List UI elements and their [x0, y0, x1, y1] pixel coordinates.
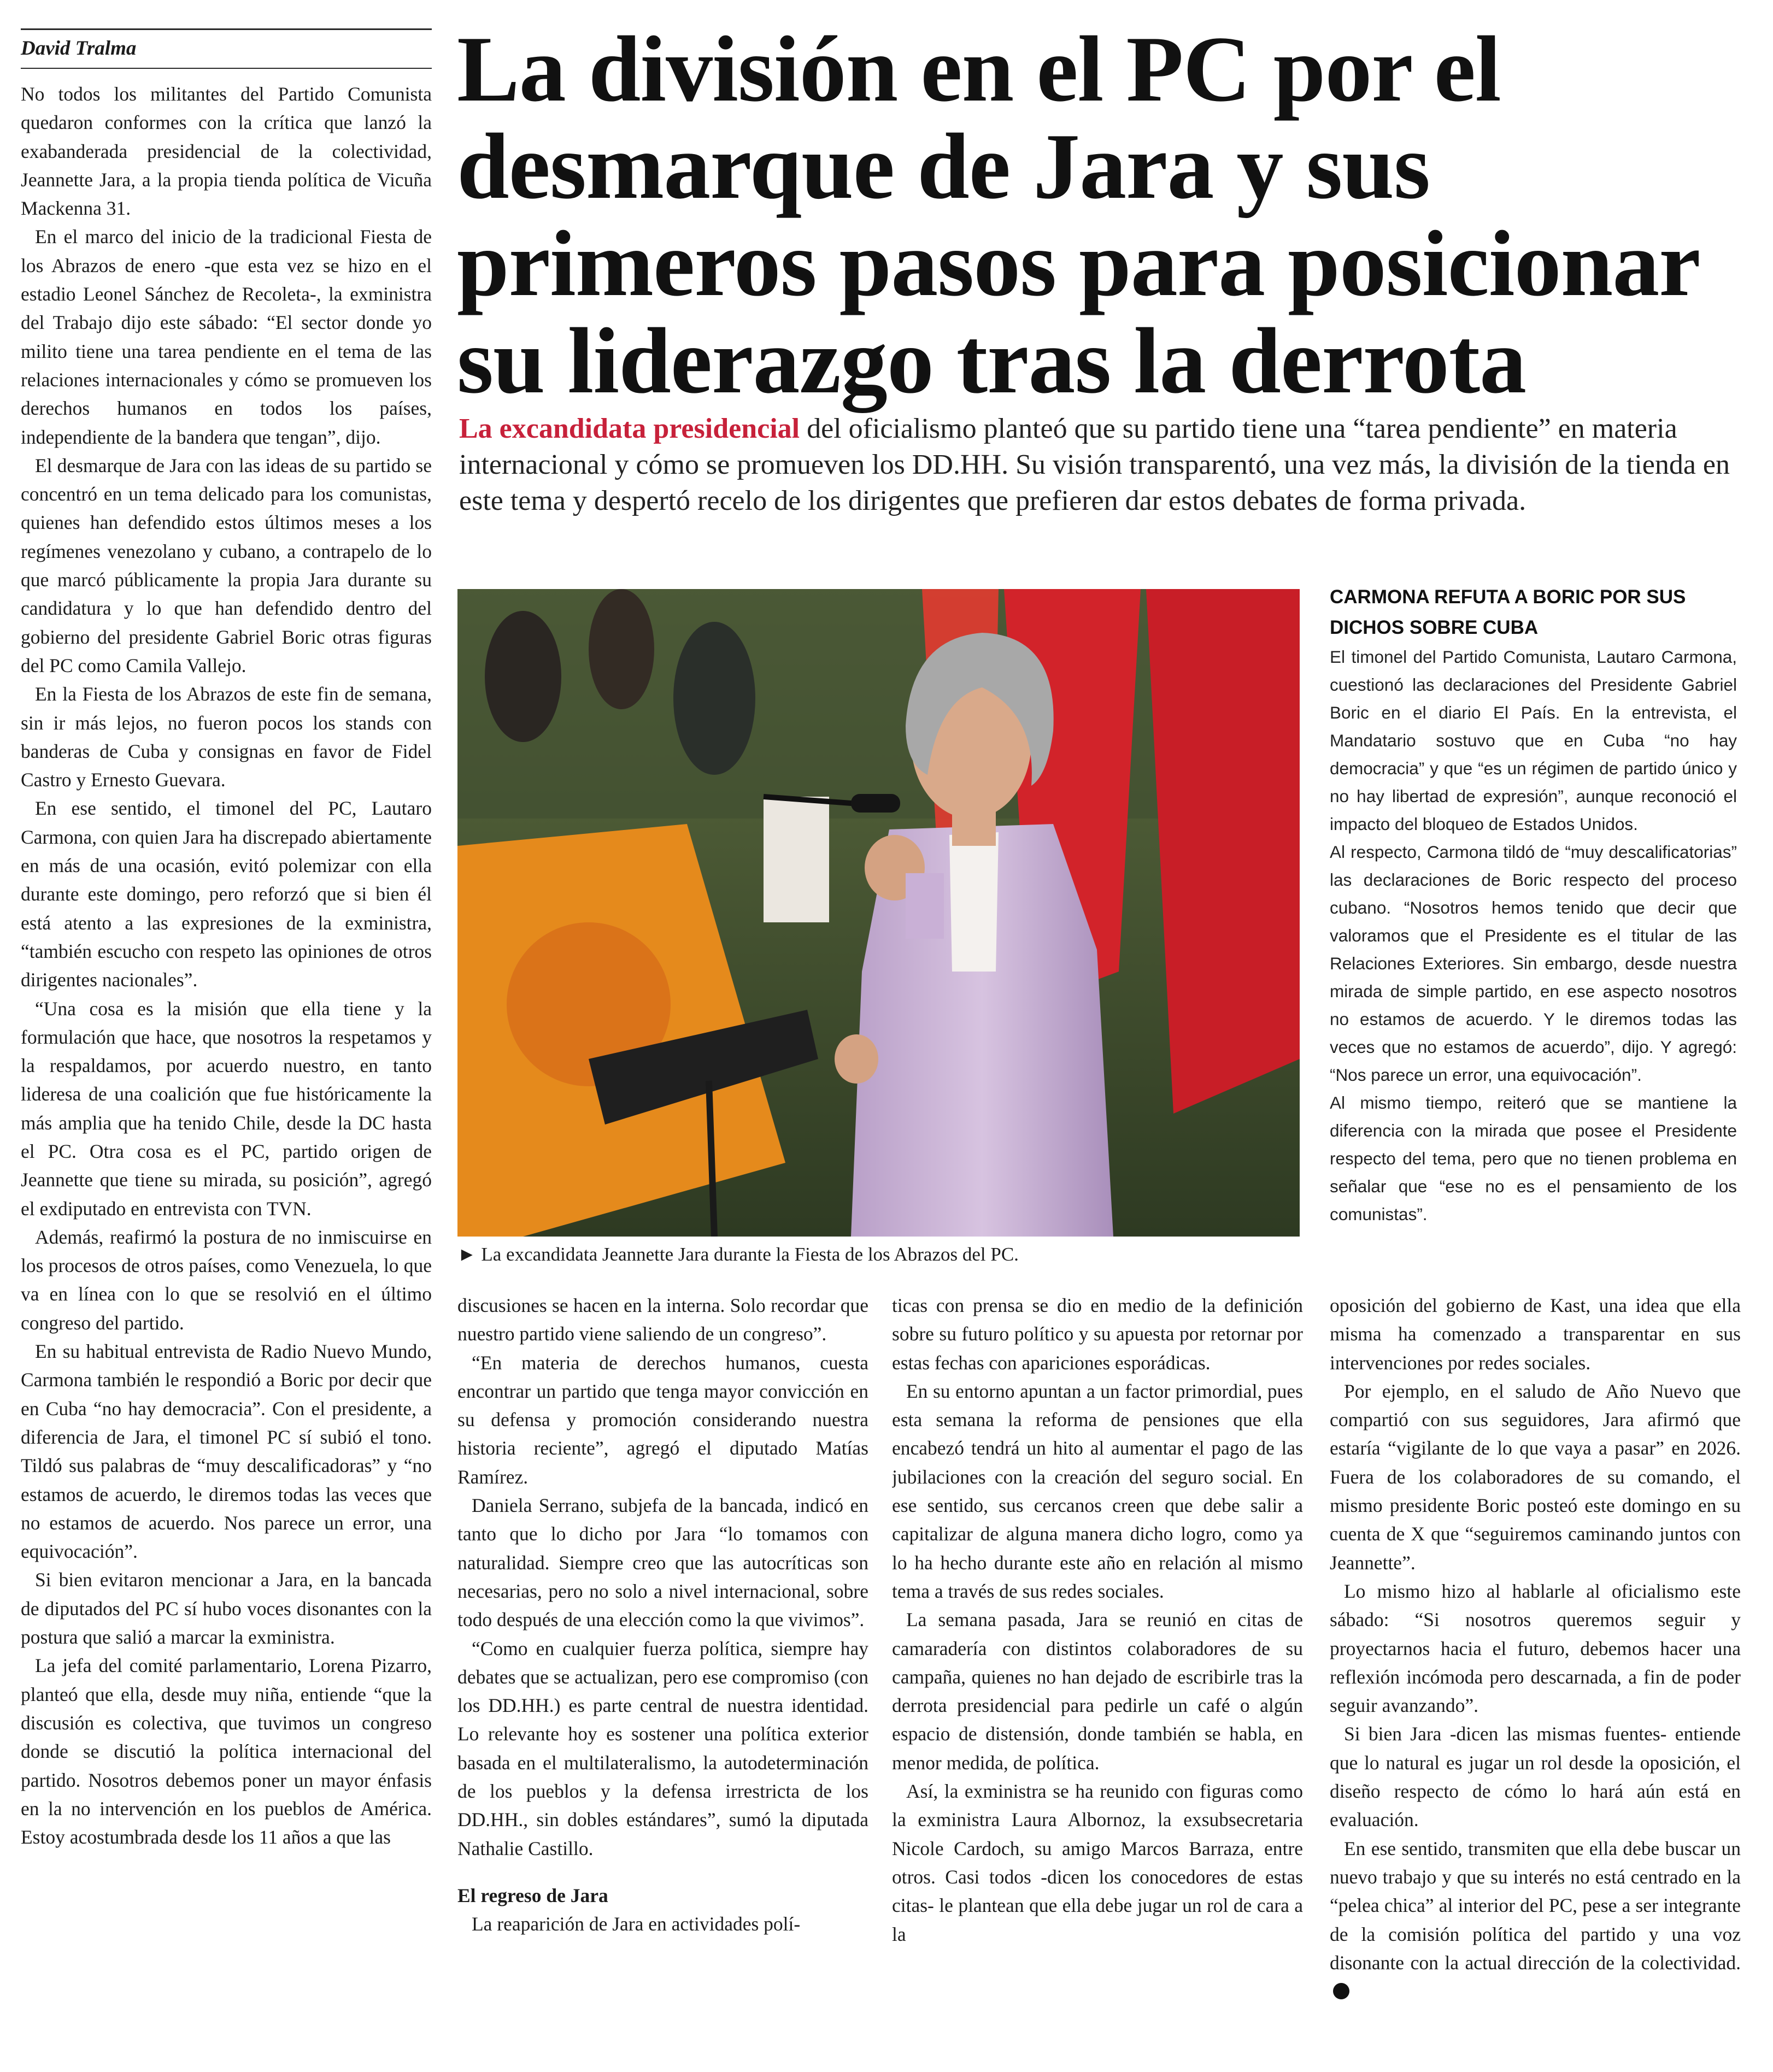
- paragraph: oposición del gobierno de Kast, una idea que ella misma ha comenzado a transparentar en sus intervenciones por redes sociales.: [1330, 1294, 1741, 1374]
- article-column-2: [457, 1291, 868, 2040]
- sidebar-box: [1330, 582, 1737, 1228]
- headline: La división en el PC por el desmarque de Jara y sus primeros pasos para posicionar su liderazgo tras la derrota: [457, 17, 1699, 413]
- paragraph: Si bien evitaron mencionar a Jara, en la bancada de diputados del PC sí hubo voces disonantes con la postura que salió a marcar la exministra.: [21, 1569, 432, 1649]
- photo-caption: ► La excandidata Jeannette Jara durante la Fiesta de los Abrazos del PC.: [457, 1244, 1019, 1265]
- end-mark-icon: [1333, 1983, 1349, 1999]
- paragraph: Así, la exministra se ha reunido con figuras como la exministra Laura Albornoz, la exsubsecretaria Nicole Cardoch, su amigo Marcos Barraza, entre otros. Casi todos -dicen los conocedores de estas citas- le plantean que ella debe jugar un rol de cara a la: [892, 1780, 1303, 1945]
- paragraph: El desmarque de Jara con las ideas de su partido se concentró en un tema delicado para los comunistas, quienes han defendido estos últimos meses a los regímenes venezolano y cubano, a contrapelo de lo que marcó públicamente la propia Jara durante su candidatura y lo que han defendido dentro del gobierno del presidente Gabriel Boric otras figuras del PC como Camila Vallejo.: [21, 454, 432, 676]
- sidebar-paragraph: Al mismo tiempo, reiteró que se mantiene la diferencia con la mirada que posee el Presidente respecto del tema, pero que no tienen problema en señalar que “ese no es el pensamiento de los comunistas”.: [1330, 1093, 1737, 1224]
- paragraph: En ese sentido, el timonel del PC, Lautaro Carmona, con quien Jara ha discrepado abiertamente en más de una ocasión, evitó polemizar con ella durante este domingo, pero reforzó que si bien él está atento a las expresiones de la exministra, “también escucho con respeto las opiniones de otros dirigentes nacionales”.: [21, 797, 432, 991]
- paragraph: En su entorno apuntan a un factor primordial, pues esta semana la reforma de pensiones que ella encabezó tendrá un hito al aumentar el pago de las jubilaciones con la creación del seguro social. En ese sentido, sus cercanos creen que debe salir a capitalizar de alguna manera dicho logro, como ya lo ha hecho durante este año en relación al mismo tema a través de sus redes sociales.: [892, 1380, 1303, 1602]
- article-column-3: [892, 1291, 1303, 2040]
- paragraph: ticas con prensa se dio en medio de la definición sobre su futuro político y su apuesta por retornar por estas fechas con apariciones esporádicas.: [892, 1294, 1303, 1374]
- paragraph-text: En ese sentido, transmiten que ella debe buscar un nuevo trabajo y que su interés no está centrado en la “pelea chica” al interior del PC, pese a ser integrante de la comisión política del partido y una voz disonante con la actual dirección de la colectividad.: [1330, 1837, 1741, 1974]
- byline: David Tralma: [21, 28, 432, 69]
- paragraph: discusiones se hacen en la interna. Solo recordar que nuestro partido viene saliendo de un congreso”.: [457, 1294, 868, 1345]
- dek-lead: La excandidata presidencial: [459, 413, 800, 444]
- dek-text: del oficialismo planteó que su partido tiene una “tarea pendiente” en materia internacional y cómo se promueven los DD.HH. Su visión transparentó, una vez más, la división de la tienda en este tema y despertó recelo de los dirigentes que prefieren dar estos debates de forma privada.: [459, 413, 1730, 516]
- paragraph: “Una cosa es la misión que ella tiene y la formulación que hace, que nosotros la respetamos y la respaldamos, por acuerdo nuestro, en tanto lideresa de una coalición que fue históricamente la más amplia que ha tenido Chile, desde la DC hasta el PC. Otra cosa es el PC, partido origen de Jeannette que tiene su mirada, su posición”, agregó el exdiputado en entrevista con TVN.: [21, 997, 432, 1220]
- paragraph: Además, reafirmó la postura de no inmiscuirse en los procesos de otros países, como Venezuela, lo que va en línea con lo que se resolvió en el último congreso del partido.: [21, 1226, 432, 1334]
- article-column-4: [1330, 1291, 1741, 2040]
- sidebar-title: CARMONA REFUTA A BORIC POR SUS DICHOS SOBRE CUBA: [1330, 586, 1686, 638]
- paragraph: No todos los militantes del Partido Comunista quedaron conformes con la crítica que lanzó la exabanderada presidencial de la colectividad, Jeannette Jara, a la propia tienda política de Vicuña Mackenna 31.: [21, 83, 432, 220]
- paragraph: La semana pasada, Jara se reunió en citas de camaradería con distintos colaboradores de su campaña, quienes no han dejado de escribirle tras la derrota presidencial para pedirle un café o algún espacio de distensión, donde también se habla, en menor medida, de política.: [892, 1609, 1303, 1774]
- paragraph: En el marco del inicio de la tradicional Fiesta de los Abrazos de enero -que esta vez se hizo en el estadio Leonel Sánchez de Recoleta-, la exministra del Trabajo dijo este sábado: “El sector donde yo milito tiene una tarea pendiente en el tema de las relaciones internacionales y cómo se promueven los derechos humanos en todos los países, independiente de la bandera que tengan”, dijo.: [21, 226, 432, 448]
- subheading: El regreso de Jara: [457, 1884, 608, 1906]
- paragraph: En su habitual entrevista de Radio Nuevo Mundo, Carmona también le respondió a Boric por decir que en Cuba “no hay democracia”. Con el presidente, a diferencia de Jara, el timonel PC sí subió el tono. Tildó sus palabras de “muy descalificadoras” y “no estamos de acuerdo, le diremos todas las veces que no estamos de acuerdo. Nos parece un error, una equivocación”.: [21, 1340, 432, 1563]
- paragraph: “En materia de derechos humanos, cuesta encontrar un partido que tenga mayor convicción en su defensa y promoción considerando nuestra historia reciente”, agregó el diputado Matías Ramírez.: [457, 1351, 868, 1488]
- paragraph: Por ejemplo, en el saludo de Año Nuevo que compartió con sus seguidores, Jara afirmó que estaría “vigilante de lo que vaya a pasar” en 2026. Fuera de los colaboradores de su comando, el mismo presidente Boric posteó este domingo en su cuenta de X que “seguiremos caminando juntos con Jeannette”.: [1330, 1380, 1741, 1574]
- dek: [459, 411, 1754, 519]
- sidebar-paragraph: El timonel del Partido Comunista, Lautaro Carmona, cuestionó las declaraciones del Presidente Gabriel Boric en el diario El País. En la entrevista, el Mandatario sostuvo que en Cuba “no hay democracia” y que “es un régimen de partido único y no hay libertad de expresión”, aunque reconoció el impacto del bloqueo de Estados Unidos.: [1330, 647, 1737, 834]
- paragraph: En la Fiesta de los Abrazos de este fin de semana, sin ir más lejos, no fueron pocos los stands con banderas de Cuba y consignas en favor de Fidel Castro y Ernesto Guevara.: [21, 683, 432, 791]
- paragraph: La jefa del comité parlamentario, Lorena Pizarro, planteó que ella, desde muy niña, entiende “que la discusión es colectiva, que tuvimos un congreso donde se discutió la política internacional del partido. Nosotros debemos poner un mayor énfasis en la no intervención en los pueblos de América. Estoy acostumbrada desde los 11 años a que las: [21, 1655, 432, 1849]
- paragraph: Daniela Serrano, subjefa de la bancada, indicó en tanto que lo dicho por Jara “lo tomamos con naturalidad. Siempre creo que las autocríticas son necesarias, pero no solo a nivel internacional, sobre todo después de una elección como la que vivimos”.: [457, 1494, 868, 1631]
- photo-illustration: [457, 589, 1300, 1237]
- paragraph: “Como en cualquier fuerza política, siempre hay debates que se actualizan, pero ese compromiso (con los DD.HH.) es parte central de nuestra identidad. Lo relevante hoy es sostener una política exterior basada en el multilateralismo, la autodeterminación de los pueblos y la defensa irrestricta de los DD.HH., sin dobles estándares”, sumó la diputada Nathalie Castillo.: [457, 1637, 868, 1859]
- paragraph: [1330, 1834, 1741, 2006]
- paragraph: Si bien Jara -dicen las mismas fuentes- entiende que lo natural es jugar un rol desde la oposición, el diseño respecto de cómo lo hará aún está en evaluación.: [1330, 1723, 1741, 1831]
- article-photo: [457, 589, 1300, 1237]
- article-column-1: [21, 80, 432, 2036]
- paragraph: Lo mismo hizo al hablarle al oficialismo este sábado: “Si nosotros queremos seguir y proyectarnos hacia el futuro, debemos hacer una reflexión incómoda pero descarnada, a fin de poder seguir avanzando”.: [1330, 1580, 1741, 1717]
- paragraph: La reaparición de Jara en actividades polí-: [472, 1913, 801, 1935]
- sidebar-paragraph: Al respecto, Carmona tildó de “muy descalificatorias” las declaraciones de Boric respecto del proceso cubano. “Nosotros hemos tenido que decir que valoramos que el Presidente es el titular de las Relaciones Exteriores. Sin embargo, desde nuestra mirada de simple partido, en ese aspecto nosotros no estamos de acuerdo. Y le diremos todas las veces que no estamos de acuerdo”, dijo. Y agregó: “Nos parece un error, una equivocación”.: [1330, 842, 1737, 1085]
